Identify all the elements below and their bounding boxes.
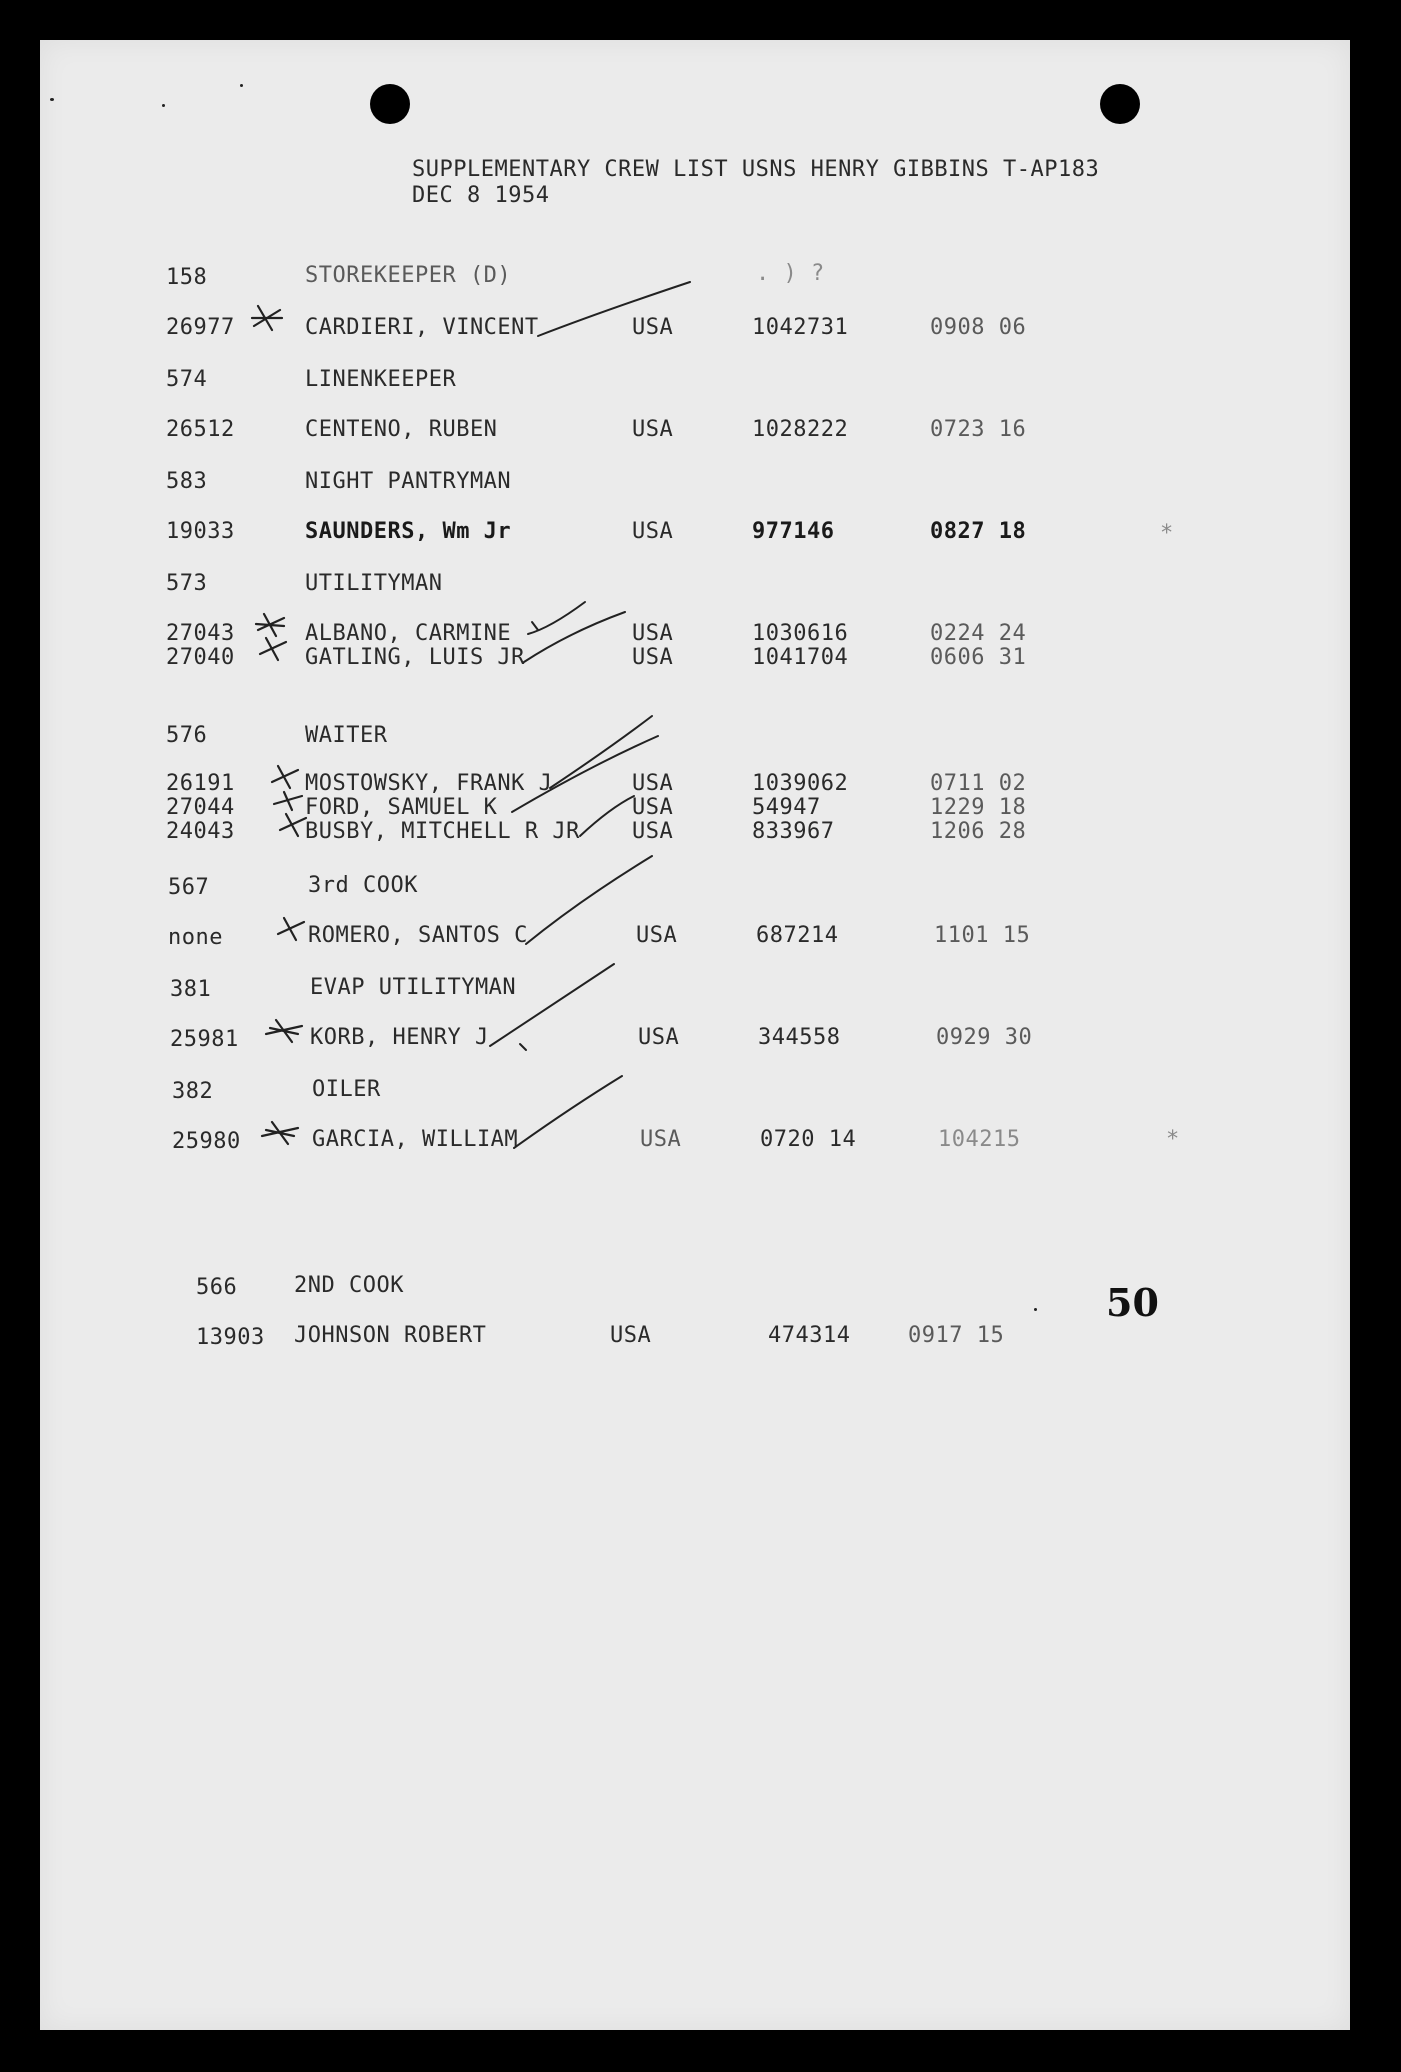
crew-date: 0723 16 bbox=[930, 417, 1027, 442]
document-date: DEC 8 1954 bbox=[412, 183, 550, 208]
check-mark bbox=[580, 796, 634, 836]
rating-code: 158 bbox=[166, 265, 208, 290]
crew-number: 26191 bbox=[166, 771, 235, 796]
rating-code: 566 bbox=[196, 1275, 238, 1300]
crew-country: USA bbox=[632, 315, 674, 340]
crew-id: 474314 bbox=[768, 1323, 851, 1348]
crew-name: JOHNSON ROBERT bbox=[294, 1323, 487, 1348]
crew-country: USA bbox=[632, 621, 674, 646]
crew-country: USA bbox=[632, 645, 674, 670]
crew-name: GATLING, LUIS JR bbox=[305, 645, 525, 670]
asterisk-mark bbox=[262, 1122, 298, 1144]
crew-id: 1030616 bbox=[752, 621, 849, 646]
crew-date: 0827 18 bbox=[930, 519, 1027, 544]
rating-title: NIGHT PANTRYMAN bbox=[305, 469, 512, 494]
asterisk-mark bbox=[252, 306, 282, 330]
check-mark bbox=[490, 964, 614, 1046]
crew-id: 1039062 bbox=[752, 771, 849, 796]
asterisk-mark bbox=[260, 638, 286, 660]
rating-code: 382 bbox=[172, 1079, 214, 1104]
crew-id: 833967 bbox=[752, 819, 835, 844]
crew-date: 0929 30 bbox=[936, 1025, 1033, 1050]
crew-name: CENTENO, RUBEN bbox=[305, 417, 498, 442]
crew-number: 26512 bbox=[166, 417, 235, 442]
rating-title: 2ND COOK bbox=[294, 1273, 404, 1298]
check-mark bbox=[514, 1076, 622, 1148]
margin-asterisk: * bbox=[1166, 1127, 1180, 1152]
crew-name: FORD, SAMUEL K bbox=[305, 795, 498, 820]
rating-title: WAITER bbox=[305, 723, 388, 748]
crew-number: 27044 bbox=[166, 795, 235, 820]
rating-code: 573 bbox=[166, 571, 208, 596]
crew-name: KORB, HENRY J bbox=[310, 1025, 489, 1050]
crew-number: 19033 bbox=[166, 519, 235, 544]
rating-title: STOREKEEPER (D) bbox=[305, 263, 512, 288]
crew-number: 27040 bbox=[166, 645, 235, 670]
crew-number: 25981 bbox=[170, 1027, 239, 1052]
crew-name: GARCIA, WILLIAM bbox=[312, 1127, 519, 1152]
crew-name: MOSTOWSKY, FRANK J bbox=[305, 771, 553, 796]
stray-marks: . ) ? bbox=[756, 261, 825, 286]
asterisk-mark bbox=[266, 1020, 302, 1042]
rating-title: OILER bbox=[312, 1077, 381, 1102]
crew-id: 1041704 bbox=[752, 645, 849, 670]
crew-date: 0224 24 bbox=[930, 621, 1027, 646]
document-page bbox=[40, 40, 1350, 2030]
rating-title: 3rd COOK bbox=[308, 873, 418, 898]
crew-id: 1042731 bbox=[752, 315, 849, 340]
crew-number: 24043 bbox=[166, 819, 235, 844]
crew-date: 0606 31 bbox=[930, 645, 1027, 670]
crew-number: 25980 bbox=[172, 1129, 241, 1154]
check-mark bbox=[520, 1044, 526, 1050]
crew-date: 0917 15 bbox=[908, 1323, 1005, 1348]
rating-code: 583 bbox=[166, 469, 208, 494]
crew-date: 1229 18 bbox=[930, 795, 1027, 820]
crew-name: SAUNDERS, Wm Jr bbox=[305, 519, 512, 544]
rating-code: 576 bbox=[166, 723, 208, 748]
crew-country: USA bbox=[640, 1127, 682, 1152]
crew-country: USA bbox=[638, 1025, 680, 1050]
crew-date: 1101 15 bbox=[934, 923, 1031, 948]
crew-number: 26977 bbox=[166, 315, 235, 340]
crew-country: USA bbox=[632, 417, 674, 442]
crew-id: 977146 bbox=[752, 519, 835, 544]
margin-asterisk: * bbox=[1160, 521, 1174, 546]
asterisk-mark bbox=[278, 918, 304, 940]
check-mark bbox=[532, 622, 538, 630]
rating-code: 574 bbox=[166, 367, 208, 392]
crew-country: USA bbox=[632, 819, 674, 844]
crew-date: 104215 bbox=[938, 1127, 1021, 1152]
crew-country: USA bbox=[636, 923, 678, 948]
crew-country: USA bbox=[632, 795, 674, 820]
crew-name: BUSBY, MITCHELL R JR bbox=[305, 819, 580, 844]
asterisk-mark bbox=[274, 792, 302, 810]
asterisk-mark bbox=[280, 814, 306, 836]
crew-number: 27043 bbox=[166, 621, 235, 646]
crew-name: ALBANO, CARMINE bbox=[305, 621, 512, 646]
crew-name: CARDIERI, VINCENT bbox=[305, 315, 539, 340]
document-title: SUPPLEMENTARY CREW LIST USNS HENRY GIBBINS T-AP183 bbox=[412, 157, 1100, 182]
page-number: 50 bbox=[1106, 1280, 1159, 1325]
rating-title: LINENKEEPER bbox=[305, 367, 457, 392]
asterisk-mark bbox=[272, 766, 298, 788]
check-mark bbox=[512, 736, 658, 812]
check-mark bbox=[550, 716, 652, 788]
crew-name: ROMERO, SANTOS C bbox=[308, 923, 528, 948]
crew-id: 687214 bbox=[756, 923, 839, 948]
rating-code: 567 bbox=[168, 875, 210, 900]
crew-date: 1206 28 bbox=[930, 819, 1027, 844]
crew-id: 0720 14 bbox=[760, 1127, 857, 1152]
crew-country: USA bbox=[610, 1323, 652, 1348]
check-mark bbox=[524, 612, 625, 662]
crew-id: 1028222 bbox=[752, 417, 849, 442]
handwritten-check-marks bbox=[40, 40, 1350, 2030]
rating-title: UTILITYMAN bbox=[305, 571, 443, 596]
asterisk-mark bbox=[256, 614, 284, 636]
check-mark bbox=[526, 856, 652, 944]
crew-date: 0711 02 bbox=[930, 771, 1027, 796]
check-mark bbox=[538, 282, 690, 336]
rating-title: EVAP UTILITYMAN bbox=[310, 975, 517, 1000]
rating-code: 381 bbox=[170, 977, 212, 1002]
crew-country: USA bbox=[632, 771, 674, 796]
crew-country: USA bbox=[632, 519, 674, 544]
crew-id: 344558 bbox=[758, 1025, 841, 1050]
crew-id: 54947 bbox=[752, 795, 821, 820]
crew-number: none bbox=[168, 925, 223, 950]
crew-number: 13903 bbox=[196, 1325, 265, 1350]
crew-date: 0908 06 bbox=[930, 315, 1027, 340]
